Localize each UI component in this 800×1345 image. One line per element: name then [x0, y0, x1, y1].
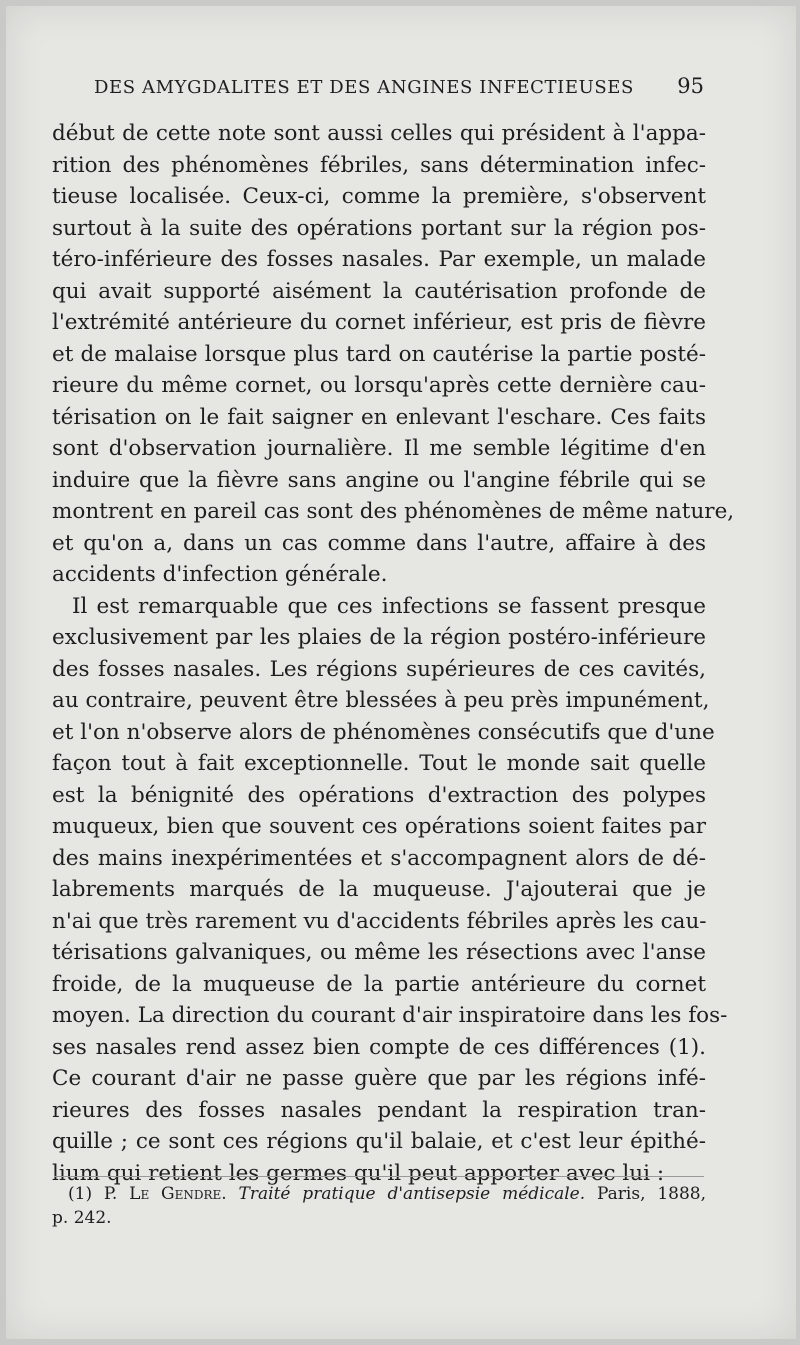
text-line: et qu'on a, dans un cas comme dans l'autre, affaire à des — [52, 530, 706, 556]
text-line: muqueux, bien que souvent ces opérations soient faites par — [52, 814, 706, 839]
text-line: térisation on le fait saigner en enlevant l'eschare. Ces faits — [52, 404, 706, 430]
text-line: des mains inexpérimentées et s'accompagnent alors de dé- — [52, 845, 706, 871]
text-line: Ce courant d'air ne passe guère que par les régions infé- — [52, 1066, 706, 1091]
text-line: exclusivement par les plaies de la région postéro-inférieure — [52, 625, 706, 650]
footnote-rule — [54, 1176, 704, 1177]
text-line: térisations galvaniques, ou même les résections avec l'anse — [52, 940, 706, 965]
book-page — [6, 6, 796, 1339]
text-line: est la bénignité des opérations d'extraction des polypes — [52, 782, 706, 808]
footnote-place-year: Paris, 1888, — [596, 1184, 706, 1204]
text-line: quille ; ce sont ces régions qu'il balaie, et c'est leur épithé- — [52, 1129, 706, 1154]
text-line: n'ai que très rarement vu d'accidents fébriles après les cau- — [52, 908, 707, 934]
text-line: rieures des fosses nasales pendant la respiration tran- — [52, 1097, 706, 1123]
footnote-title: Traité pratique d'antisepsie médicale. — [238, 1184, 586, 1204]
text-line: rition des phénomènes fébriles, sans détermination infec- — [52, 152, 706, 178]
text-line: froide, de la muqueuse de la partie antérieure du cornet — [52, 971, 706, 997]
footnote-marker: (1) P. — [68, 1184, 118, 1204]
footnote-author: Le Gendre. — [129, 1184, 227, 1204]
text-line: rieure du même cornet, ou lorsqu'après cette dernière cau- — [52, 373, 706, 398]
text-line: labrements marqués de la muqueuse. J'ajouterai que je — [52, 877, 706, 902]
page-number: 95 — [677, 74, 704, 98]
text-line: sont d'observation journalière. Il me semble légitime d'en — [52, 436, 706, 461]
text-line: début de cette note sont aussi celles qui président à l'appa- — [52, 121, 706, 146]
running-title: DES AMYGDALITES ET DES ANGINES INFECTIEUSES — [94, 77, 634, 98]
body-text — [52, 118, 735, 1189]
text-line: montrent en pareil cas sont des phénomènes de même nature, — [52, 499, 735, 524]
text-line: qui avait supporté aisément la cautérisation profonde de — [52, 278, 706, 304]
text-line: et l'on n'observe alors de phénomènes consécutifs que d'une — [52, 719, 715, 745]
footnote-line — [52, 1182, 706, 1206]
text-line: téro-inférieure des fosses nasales. Par exemple, un malade — [52, 247, 706, 272]
text-line: accidents d'infection générale. — [52, 562, 388, 587]
text-line: et de malaise lorsque plus tard on cautérise la partie posté- — [52, 341, 706, 367]
footnote — [52, 1182, 706, 1230]
text-line: l'extrémité antérieure du cornet inférieur, est pris de fièvre — [52, 310, 706, 335]
text-line: façon tout à fait exceptionnelle. Tout le monde sait quelle — [52, 751, 706, 776]
text-line: moyen. La direction du courant d'air inspiratoire dans les fos- — [52, 1003, 728, 1028]
footnote-pages: p. 242. — [52, 1208, 112, 1228]
text-line: induire que la fièvre sans angine ou l'angine fébrile qui se — [52, 467, 706, 493]
running-header — [94, 74, 704, 98]
text-line: lium qui retient les germes qu'il peut apporter avec lui : — [52, 1160, 665, 1186]
text-line: tieuse localisée. Ceux-ci, comme la première, s'observent — [52, 184, 706, 209]
text-line: des fosses nasales. Les régions supérieures de ces cavités, — [52, 656, 706, 682]
text-line: surtout à la suite des opérations portant sur la région pos- — [52, 215, 706, 241]
text-line: ses nasales rend assez bien compte de ces différences (1). — [52, 1034, 706, 1060]
text-line: au contraire, peuvent être blessées à peu près impunément, — [52, 688, 710, 713]
text-line: Il est remarquable que ces infections se fassent presque — [72, 593, 706, 619]
